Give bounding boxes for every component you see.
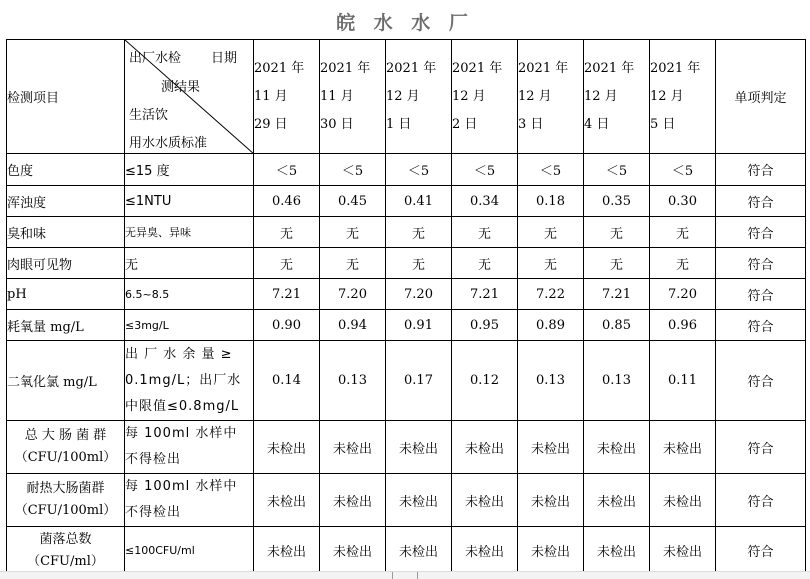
value-cell: 0.96 <box>650 310 716 341</box>
value-cell: 0.46 <box>254 186 320 217</box>
value-cell: 0.13 <box>584 341 650 421</box>
value-cell: 0.91 <box>386 310 452 341</box>
value-cell: 无 <box>386 217 452 248</box>
header-row <box>7 40 806 154</box>
value-cell: 无 <box>518 248 584 279</box>
value-cell: 无 <box>584 248 650 279</box>
result-cell: 符合 <box>716 474 806 527</box>
value-cell: 0.12 <box>452 341 518 421</box>
value-cell: 无 <box>254 217 320 248</box>
value-cell: 未检出 <box>452 527 518 575</box>
value-cell: 0.45 <box>320 186 386 217</box>
header-date-cell: 2021 年 11 月 30 日 <box>320 40 386 154</box>
value-cell: 0.41 <box>386 186 452 217</box>
item-cell: 二氧化氯 mg/L <box>7 341 125 421</box>
value-cell: 无 <box>650 248 716 279</box>
standard-cell: 每 100ml 水样中 不得检出 <box>125 421 254 474</box>
result-cell: 符合 <box>716 217 806 248</box>
value-cell: 0.94 <box>320 310 386 341</box>
diag-label-std2: 用水水质标准 <box>129 136 208 151</box>
item-cell: 总 大 肠 菌 群 （CFU/100ml） <box>7 421 125 474</box>
value-cell: 未检出 <box>452 474 518 527</box>
item-cell: 菌落总数 （CFU/ml） <box>7 527 125 575</box>
item-cell: 耗氧量 mg/L <box>7 310 125 341</box>
value-cell: 无 <box>650 217 716 248</box>
result-cell: 符合 <box>716 279 806 310</box>
result-cell: 符合 <box>716 186 806 217</box>
value-cell: 0.34 <box>452 186 518 217</box>
result-cell: 符合 <box>716 248 806 279</box>
value-cell: 0.18 <box>518 186 584 217</box>
standard-cell: 无异臭、异味 <box>125 217 254 248</box>
value-cell: ＜5 <box>452 154 518 186</box>
page-title: 皖 水 水 厂 <box>336 12 474 34</box>
result-cell: 符合 <box>716 310 806 341</box>
value-cell: 7.20 <box>320 279 386 310</box>
value-cell: ＜5 <box>254 154 320 186</box>
table-row <box>7 341 806 421</box>
diag-label-top: 出厂水检 <box>129 51 182 66</box>
value-cell: 0.30 <box>650 186 716 217</box>
value-cell: ＜5 <box>650 154 716 186</box>
result-cell: 符合 <box>716 154 806 186</box>
result-cell: 符合 <box>716 527 806 575</box>
diag-label-date: 日期 <box>211 51 238 66</box>
value-cell: 未检出 <box>650 421 716 474</box>
value-cell: 未检出 <box>320 474 386 527</box>
value-cell: 7.21 <box>452 279 518 310</box>
item-cell: 色度 <box>7 154 125 186</box>
header-date-cell: 2021 年 12 月 4 日 <box>584 40 650 154</box>
table-row <box>7 154 806 186</box>
value-cell: ＜5 <box>584 154 650 186</box>
header-date-cell: 2021 年 11 月 29 日 <box>254 40 320 154</box>
value-cell: 未检出 <box>584 421 650 474</box>
item-cell: 臭和味 <box>7 217 125 248</box>
item-cell: pH <box>7 279 125 310</box>
value-cell: 0.17 <box>386 341 452 421</box>
item-cell: 耐热大肠菌群 （CFU/100ml） <box>7 474 125 527</box>
value-cell: 未检出 <box>584 527 650 575</box>
value-cell: 0.14 <box>254 341 320 421</box>
standard-cell: 无 <box>125 248 254 279</box>
table-row <box>7 310 806 341</box>
value-cell: 未检出 <box>452 421 518 474</box>
diag-label-mid: 测结果 <box>161 80 201 95</box>
value-cell: 未检出 <box>386 474 452 527</box>
result-cell: 符合 <box>716 421 806 474</box>
value-cell: 无 <box>584 217 650 248</box>
value-cell: 0.85 <box>584 310 650 341</box>
value-cell: 无 <box>452 217 518 248</box>
value-cell: 7.21 <box>584 279 650 310</box>
value-cell: 7.20 <box>650 279 716 310</box>
value-cell: 无 <box>386 248 452 279</box>
value-cell: 未检出 <box>320 527 386 575</box>
table-row <box>7 527 806 575</box>
header-date-cell: 2021 年 12 月 5 日 <box>650 40 716 154</box>
value-cell: 未检出 <box>650 527 716 575</box>
value-cell: 0.13 <box>518 341 584 421</box>
value-cell: 未检出 <box>320 421 386 474</box>
table-row <box>7 217 806 248</box>
value-cell: 无 <box>452 248 518 279</box>
value-cell: ＜5 <box>518 154 584 186</box>
value-cell: 未检出 <box>518 474 584 527</box>
value-cell: 未检出 <box>518 527 584 575</box>
table-row <box>7 474 806 527</box>
value-cell: 未检出 <box>518 421 584 474</box>
standard-cell: ≤100CFU/ml <box>125 527 254 575</box>
value-cell: ＜5 <box>320 154 386 186</box>
header-date-cell: 2021 年 12 月 2 日 <box>452 40 518 154</box>
value-cell: 无 <box>518 217 584 248</box>
header-date-cell: 2021 年 12 月 3 日 <box>518 40 584 154</box>
table-row <box>7 421 806 474</box>
value-cell: 7.21 <box>254 279 320 310</box>
value-cell: 未检出 <box>386 421 452 474</box>
value-cell: 0.13 <box>320 341 386 421</box>
item-cell: 肉眼可见物 <box>7 248 125 279</box>
result-cell: 符合 <box>716 341 806 421</box>
table-row <box>7 279 806 310</box>
value-cell: 0.35 <box>584 186 650 217</box>
table-row <box>7 186 806 217</box>
standard-cell: ≤1NTU <box>125 186 254 217</box>
standard-cell: 每 100ml 水样中 不得检出 <box>125 474 254 527</box>
value-cell: 0.89 <box>518 310 584 341</box>
value-cell: 未检出 <box>650 474 716 527</box>
value-cell: 未检出 <box>254 474 320 527</box>
standard-cell: ≤3mg/L <box>125 310 254 341</box>
value-cell: 无 <box>320 248 386 279</box>
header-item-cell: 检测项目 <box>7 40 125 154</box>
standard-cell: ≤15 度 <box>125 154 254 186</box>
value-cell: 0.90 <box>254 310 320 341</box>
item-cell: 浑浊度 <box>7 186 125 217</box>
header-diagonal-cell <box>125 40 254 154</box>
value-cell: 无 <box>320 217 386 248</box>
value-cell: 0.11 <box>650 341 716 421</box>
value-cell: 未检出 <box>254 527 320 575</box>
value-cell: 未检出 <box>386 527 452 575</box>
value-cell: 7.20 <box>386 279 452 310</box>
table-row <box>7 248 806 279</box>
diag-label-std1: 生活饮 <box>129 108 169 123</box>
value-cell: 7.22 <box>518 279 584 310</box>
header-result-cell: 单项判定 <box>716 40 806 154</box>
header-date-cell: 2021 年 12 月 1 日 <box>386 40 452 154</box>
value-cell: 无 <box>254 248 320 279</box>
value-cell: 未检出 <box>584 474 650 527</box>
water-quality-table <box>6 39 806 575</box>
standard-cell: 出 厂 水 余 量 ≥ 0.1mg/L；出厂水 中限值≤0.8mg/L <box>125 341 254 421</box>
value-cell: ＜5 <box>386 154 452 186</box>
standard-cell: 6.5~8.5 <box>125 279 254 310</box>
value-cell: 0.95 <box>452 310 518 341</box>
value-cell: 未检出 <box>254 421 320 474</box>
